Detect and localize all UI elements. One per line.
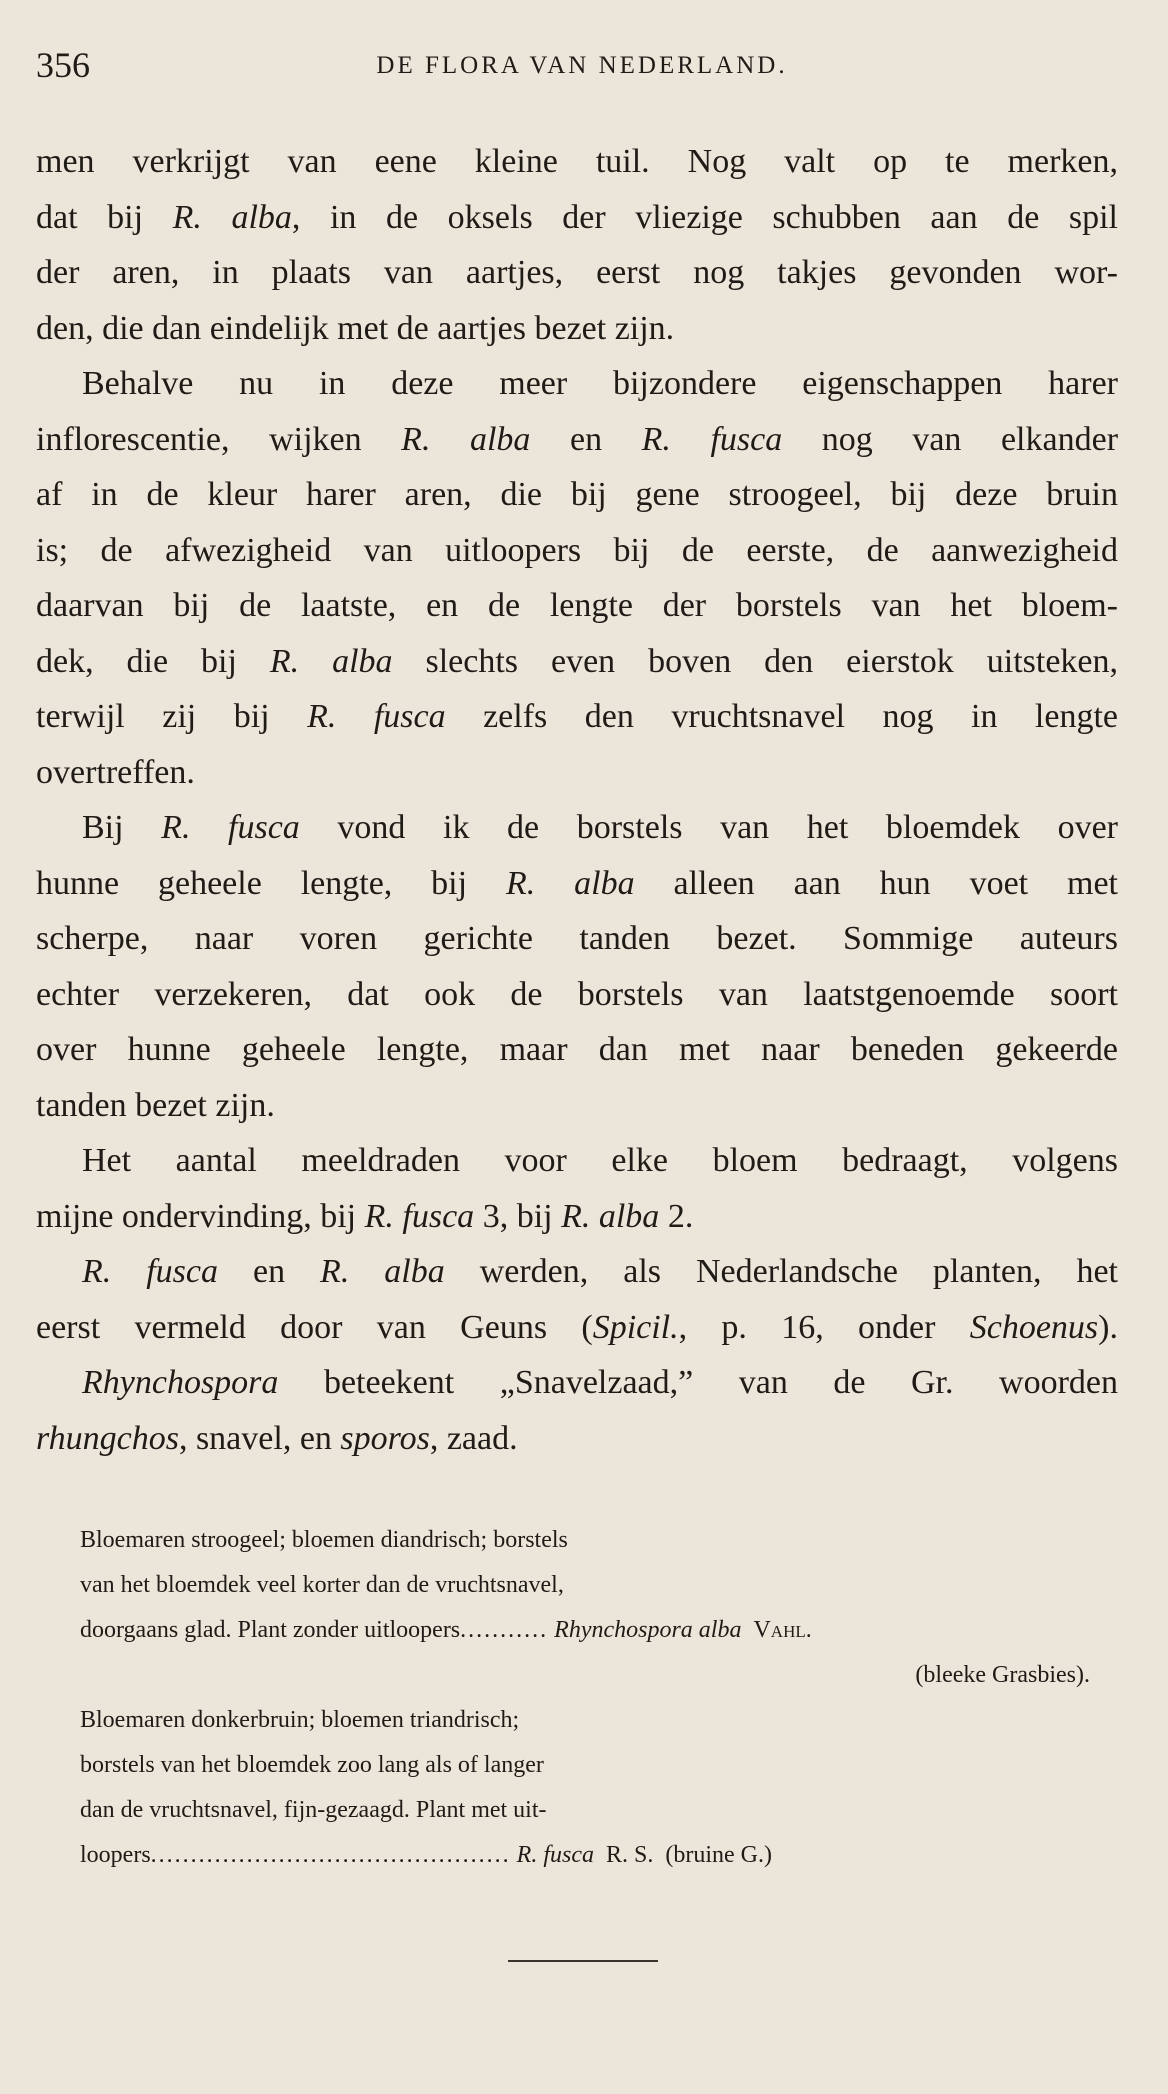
text-run: , p. 16, onder [678, 1308, 970, 1346]
text-line [36, 634, 1118, 690]
text-line [36, 412, 1118, 468]
key-line [80, 1833, 1120, 1878]
text-line [36, 689, 1118, 745]
key-entry-fusca [80, 1698, 1120, 1878]
key-line [80, 1608, 1120, 1653]
text-run: ). [1098, 1308, 1118, 1346]
etymology-word: sporos [340, 1419, 430, 1457]
text-run: 3, bij [474, 1197, 562, 1235]
paragraph-5 [36, 1244, 1118, 1355]
text-line [36, 190, 1118, 246]
text-run: , in de oksels der vliezige schubben aan de spil [291, 198, 1118, 236]
text-run: mijne ondervinding, bij [36, 1197, 365, 1235]
text-line [36, 800, 1118, 856]
text-line: den, die dan eindelijk met de aartjes bezet zijn. [36, 309, 675, 347]
text-line: overtreffen. [36, 753, 195, 791]
text-line: over hunne geheele lengte, maar dan met naar beneden gekeerde [36, 1031, 1118, 1068]
taxon-name: R. fusca [307, 698, 446, 735]
text-run: dat bij [36, 198, 173, 236]
paragraph-2 [36, 356, 1118, 800]
text-run: Bij [82, 809, 162, 846]
taxon-name: R. fusca [161, 809, 300, 846]
key-line: Bloemaren stroogeel; bloemen diandrisch; borstels [80, 1527, 568, 1553]
text-run: inflorescentie, wijken [36, 420, 402, 458]
key-line: Bloemaren donkerbruin; bloemen triandrisch; [80, 1707, 520, 1733]
text-run: vond ik de borstels van het bloemdek over [299, 809, 1118, 846]
taxon-name: R. alba [561, 1197, 660, 1235]
key-text: loopers [80, 1842, 151, 1868]
text-run: werden, als Nederlandsche planten, het [444, 1253, 1119, 1290]
text-line [36, 1244, 1118, 1300]
key-line: van het bloemdek veel korter dan de vruchtsnavel, [80, 1572, 564, 1598]
taxon-name: R. fusca [82, 1253, 219, 1290]
text-run: terwijl zij bij [36, 698, 308, 735]
taxon-name: Schoenus [969, 1308, 1099, 1346]
text-line: Het aantal meeldraden voor elke bloem bedraagt, volgens [82, 1142, 1118, 1179]
text-line: tanden bezet zijn. [36, 1086, 275, 1124]
taxon-name: R. fusca [516, 1842, 594, 1868]
taxon-name: R. fusca [364, 1197, 475, 1235]
leader-dots: ............................................. [150, 1842, 511, 1868]
key-line: borstels van het bloemdek zoo lang als of langer [80, 1752, 544, 1778]
paragraph-1 [36, 134, 1118, 356]
key-entry-alba [80, 1518, 1120, 1698]
text-line [36, 856, 1118, 912]
text-line: Behalve nu in deze meer bijzondere eigenschappen harer [82, 365, 1118, 402]
text-run: nog van elkander [782, 420, 1119, 458]
text-run: , snavel, en [178, 1419, 341, 1457]
text-run: hunne geheele lengte, bij [36, 864, 506, 902]
key-line: dan de vruchtsnavel, fijn-gezaagd. Plant met uit- [80, 1797, 547, 1823]
text-run: slechts even boven den eierstok uitsteken, [392, 642, 1119, 680]
etymology-word: rhungchos [36, 1419, 179, 1457]
taxon-name: R. alba [401, 420, 531, 458]
page-number: 356 [36, 45, 90, 85]
text-run: 2. [659, 1197, 694, 1235]
text-line [36, 1300, 1118, 1356]
author-name: R. S. [605, 1842, 654, 1868]
text-line: is; de afwezigheid van uitloopers bij de eerste, de aanwezigheid [36, 531, 1118, 569]
text-line [36, 1189, 1118, 1245]
author-name: van Geuns [376, 1308, 548, 1346]
common-name: (bleeke Grasbies). [915, 1662, 1090, 1688]
main-text [36, 134, 1118, 1466]
leader-dots: ........... [460, 1617, 549, 1643]
text-line: scherpe, naar voren gerichte tanden bezet. Sommige auteurs [36, 920, 1118, 957]
text-line: af in de kleur harer aren, die bij gene stroogeel, bij deze bruin [36, 476, 1118, 513]
text-line: echter verzekeren, dat ook de borstels van laatstgenoemde soort [36, 975, 1118, 1013]
taxon-name: R. fusca [641, 420, 783, 458]
author-name: Vahl. [753, 1617, 812, 1643]
taxon-name: Rhynchospora alba [554, 1617, 742, 1643]
running-title: DE FLORA VAN NEDERLAND. [376, 52, 788, 79]
taxon-name: R. alba [172, 198, 292, 236]
key-text: doorgaans glad. Plant zonder uitloopers [80, 1617, 461, 1643]
text-line: men verkrijgt van eene kleine tuil. Nog valt op te merken, [36, 143, 1118, 180]
text-run: ( [547, 1308, 593, 1346]
text-run: en [218, 1253, 321, 1290]
text-line [36, 1411, 1118, 1467]
common-name: (bruine G.) [665, 1842, 772, 1868]
text-run: , zaad. [429, 1419, 518, 1457]
text-run: eerst vermeld door [36, 1308, 377, 1346]
work-title: Spicil. [592, 1308, 679, 1346]
paragraph-4 [36, 1133, 1118, 1244]
text-run: beteekent „Snavelzaad,” van de Gr. woorden [278, 1364, 1118, 1401]
taxon-name: R. alba [505, 864, 635, 902]
text-run: dek, die bij [36, 642, 270, 680]
paragraph-6 [36, 1355, 1118, 1466]
text-run: en [530, 420, 642, 458]
taxon-name: Rhynchospora [82, 1364, 279, 1401]
text-line: der aren, in plaats van aartjes, eerst nog takjes gevonden wor- [36, 254, 1118, 291]
taxon-name: R. alba [320, 1253, 445, 1290]
text-line: daarvan bij de laatste, en de lengte der borstels van het bloem- [36, 587, 1118, 624]
text-run: zelfs den vruchtsnavel nog in lengte [445, 698, 1118, 735]
end-rule [508, 1960, 658, 1962]
page-header [36, 44, 1128, 94]
identification-key [80, 1518, 1120, 1878]
paragraph-3 [36, 800, 1118, 1133]
text-line [36, 1355, 1118, 1411]
taxon-name: R. alba [269, 642, 393, 680]
text-run: alleen aan hun voet met [634, 864, 1118, 902]
